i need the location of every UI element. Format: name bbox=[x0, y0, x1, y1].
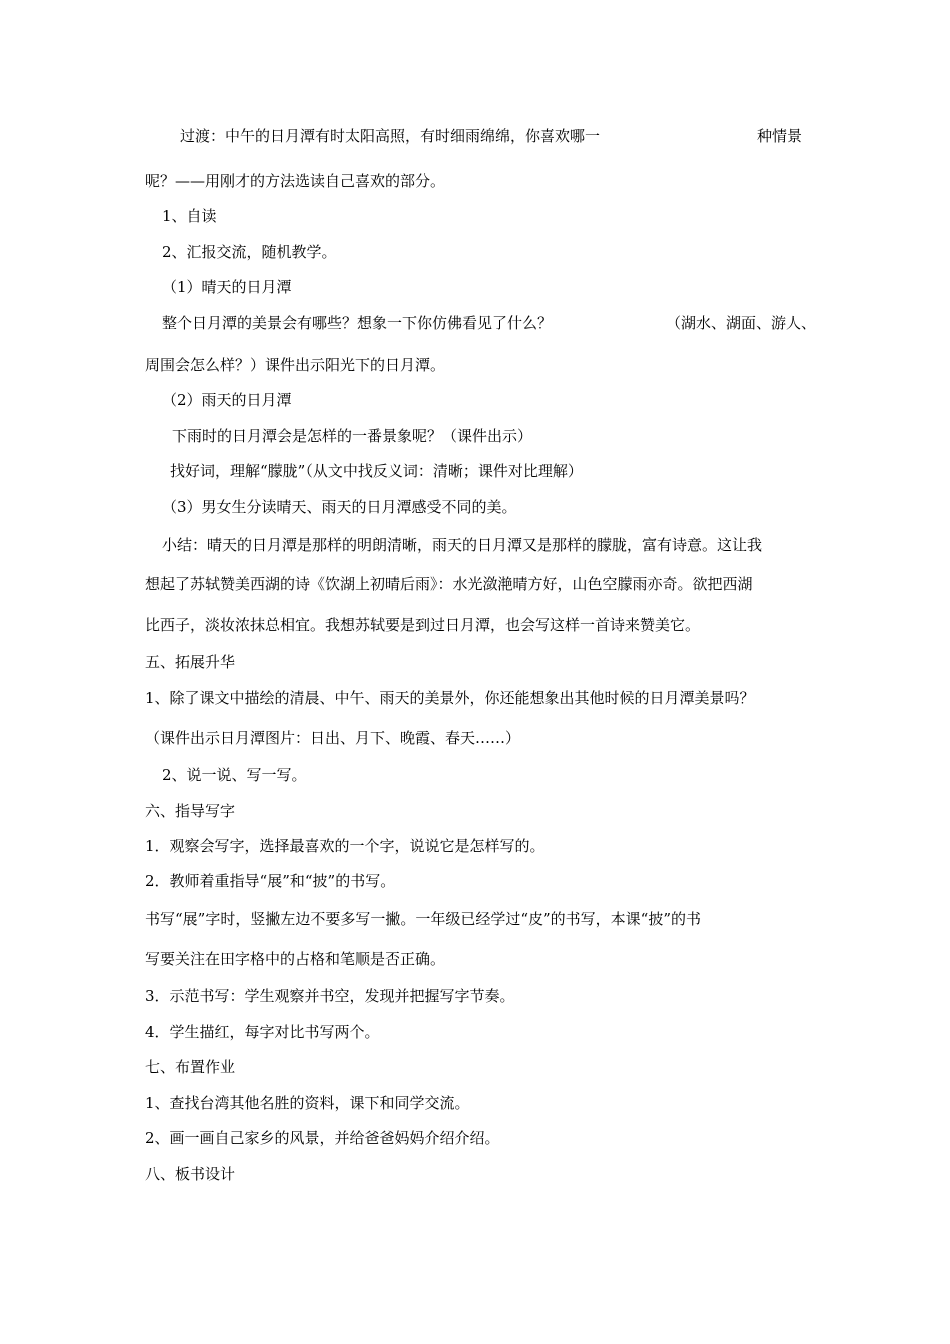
writing-item-4: 4．学生描红，每字对比书写两个。 bbox=[145, 1023, 380, 1041]
section-heading-homework: 七、布置作业 bbox=[145, 1058, 236, 1076]
subheading-sunny-lake: （1）晴天的日月潭 bbox=[162, 278, 292, 296]
summary-paragraph-cont-1: 想起了苏轼赞美西湖的诗《饮湖上初晴后雨》：水光潋滟晴方好，山色空朦雨亦奇。欲把西湖 bbox=[145, 575, 753, 593]
rainy-vocabulary: 找好词，理解“朦胧”（从文中找反义词：清晰；课件对比理解） bbox=[170, 462, 583, 480]
writing-item-2: 2．教师着重指导“展”和“披”的书写。 bbox=[145, 872, 396, 890]
writing-guidance: 书写“展”字时，竖撇左边不要多写一撇。一年级已经学过“皮”的书写，本课“披”的书 bbox=[145, 910, 702, 928]
rainy-question: 下雨时的日月潭会是怎样的一番景象呢？（课件出示） bbox=[172, 427, 533, 445]
summary-paragraph-cont-2: 比西子，淡妆浓抹总相宜。我想苏轼要是到过日月潭，也会写这样一首诗来赞美它。 bbox=[145, 616, 701, 634]
subheading-gender-reading: （3）男女生分读晴天、雨天的日月潭感受不同的美。 bbox=[162, 498, 517, 516]
extension-item-1: 1、除了课文中描绘的清晨、中午、雨天的美景外，你还能想象出其他时候的日月潭美景吗？ bbox=[145, 689, 755, 707]
extension-item-2: 2、说一说、写一写。 bbox=[162, 766, 307, 784]
homework-item-1: 1、查找台湾其他名胜的资料，课下和同学交流。 bbox=[145, 1094, 470, 1112]
extension-item-1-note: （课件出示日月潭图片：日出、月下、晚霞、春天……） bbox=[145, 729, 521, 747]
summary-paragraph: 小结：晴天的日月潭是那样的明朗清晰，雨天的日月潭又是那样的朦胧，富有诗意。这让我 bbox=[162, 536, 763, 554]
section-heading-extension: 五、拓展升华 bbox=[145, 653, 236, 671]
transition-paragraph: 过渡：中午的日月潭有时太阳高照，有时细雨绵绵，你喜欢哪一 bbox=[180, 127, 601, 145]
transition-paragraph-cont: 呢？——用刚才的方法选读自己喜欢的部分。 bbox=[145, 172, 446, 190]
subheading-rainy-lake: （2）雨天的日月潭 bbox=[162, 391, 292, 409]
writing-guidance-cont: 写要关注在田字格中的占格和笔顺是否正确。 bbox=[145, 950, 446, 968]
transition-paragraph-end: 种情景 bbox=[757, 127, 803, 145]
homework-item-2: 2、画一画自己家乡的风景，并给爸爸妈妈介绍介绍。 bbox=[145, 1129, 500, 1147]
section-heading-board-design: 八、板书设计 bbox=[145, 1165, 236, 1183]
sunny-question: 整个日月潭的美景会有哪些？想象一下你仿佛看见了什么？ bbox=[162, 314, 553, 332]
section-heading-writing: 六、指导写字 bbox=[145, 802, 236, 820]
step-report-exchange: 2、汇报交流，随机教学。 bbox=[162, 243, 337, 261]
sunny-question-hint: （湖水、湖面、游人、 bbox=[666, 314, 817, 332]
writing-item-1: 1．观察会写字，选择最喜欢的一个字，说说它是怎样写的。 bbox=[145, 837, 545, 855]
writing-item-3: 3．示范书写：学生观察并书空，发现并把握写字节奏。 bbox=[145, 987, 515, 1005]
step-self-read: 1、自读 bbox=[162, 207, 217, 225]
sunny-question-cont: 周围会怎么样？）课件出示阳光下的日月潭。 bbox=[145, 356, 446, 374]
